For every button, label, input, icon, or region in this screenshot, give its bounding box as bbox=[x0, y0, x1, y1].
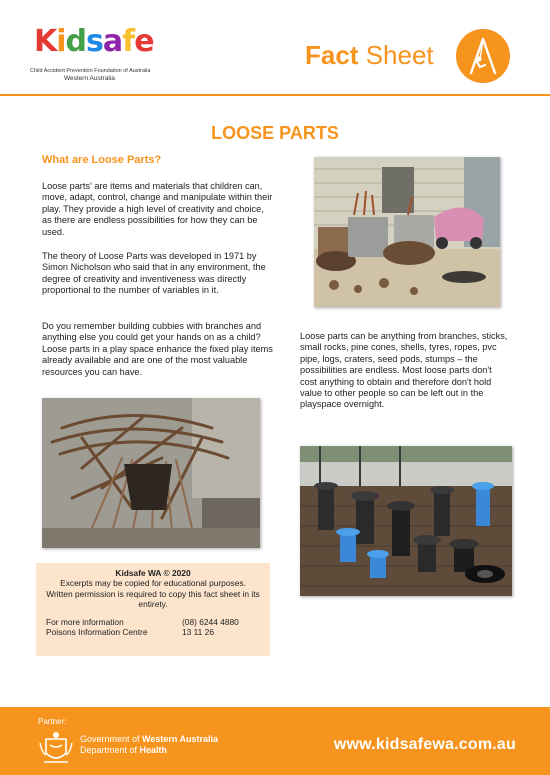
logo-letter: s bbox=[86, 24, 103, 59]
partner-label: Partner: bbox=[38, 717, 67, 726]
logo-letter: K bbox=[34, 24, 57, 59]
logo-letter: a bbox=[102, 24, 123, 59]
photo-garden-loose-parts bbox=[314, 157, 500, 307]
wa-crest-icon bbox=[38, 729, 74, 767]
gov-prefix: Government of bbox=[80, 734, 143, 744]
website-link[interactable]: www.kidsafewa.com.au bbox=[333, 736, 516, 753]
section-heading: What are Loose Parts? bbox=[42, 154, 162, 166]
contact-value: 13 11 26 bbox=[182, 627, 214, 638]
fact-title-bold: Fact bbox=[305, 40, 359, 70]
gov-bold: Western Australia bbox=[142, 734, 219, 744]
paragraph-cubbies: Do you remember building cubbies with branches and anything else you could get your hands on as a child? Loose parts in a play space enhance the fixed play items already available and are one of the most valuable resources you can have. bbox=[42, 321, 273, 377]
contact-value: (08) 6244 4880 bbox=[182, 617, 239, 628]
contact-row bbox=[46, 627, 260, 637]
logo-wordmark bbox=[34, 24, 154, 59]
department-name bbox=[80, 745, 167, 755]
logo-subtitle: Child Accident Prevention Foundation of Australia bbox=[30, 68, 151, 74]
dept-prefix: Department of bbox=[80, 745, 140, 755]
contact-label: For more information bbox=[46, 617, 124, 628]
logo-letter: i bbox=[56, 24, 66, 59]
fact-title-regular: Sheet bbox=[365, 40, 434, 70]
fact-sheet-title bbox=[305, 40, 434, 71]
logo-letter: e bbox=[134, 24, 154, 59]
dept-bold: Health bbox=[139, 745, 168, 755]
logo-letter: f bbox=[122, 24, 135, 59]
photo-stick-cubby bbox=[42, 398, 260, 548]
copyright-title: Kidsafe WA © 2020 bbox=[115, 568, 191, 578]
photo-spools-deck bbox=[300, 446, 512, 596]
kidsafe-logo bbox=[30, 24, 190, 90]
header bbox=[0, 0, 550, 96]
government-name bbox=[80, 734, 218, 744]
paragraph-theory: The theory of Loose Parts was developed in 1971 by Simon Nicholson who said that in any environment, the degree of creativity and inventiveness was directly proportional to the number of variables in it. bbox=[42, 251, 266, 296]
copyright-info-box bbox=[36, 563, 270, 656]
page-title: LOOSE PARTS bbox=[211, 123, 339, 143]
footer bbox=[0, 707, 550, 775]
contact-row bbox=[46, 617, 260, 627]
copyright-text: Excerpts may be copied for educational purposes. Written permission is required to copy this fact sheet in its entirety. bbox=[46, 578, 260, 609]
logo-region: Western Australia bbox=[64, 75, 115, 82]
paragraph-definition: Loose parts' are items and materials that children can, move, adapt, control, change and manipulate within their play. They provide a high level of creativity and choice, as there are endless possibilities for how they can be used. bbox=[42, 181, 273, 237]
swing-icon bbox=[456, 29, 510, 83]
paragraph-examples: Loose parts can be anything from branches, sticks, small rocks, pine cones, shells, tyres, ropes, pvc pipe, logs, craters, seed pods, stumps – the possibilities are endless. Most loose parts don't cost anything to obtain and therefore don't hold value to other people so can be left out in the playspace overnight. bbox=[300, 331, 508, 410]
logo-letter: d bbox=[65, 24, 87, 59]
contact-label: Poisons Information Centre bbox=[46, 627, 148, 638]
